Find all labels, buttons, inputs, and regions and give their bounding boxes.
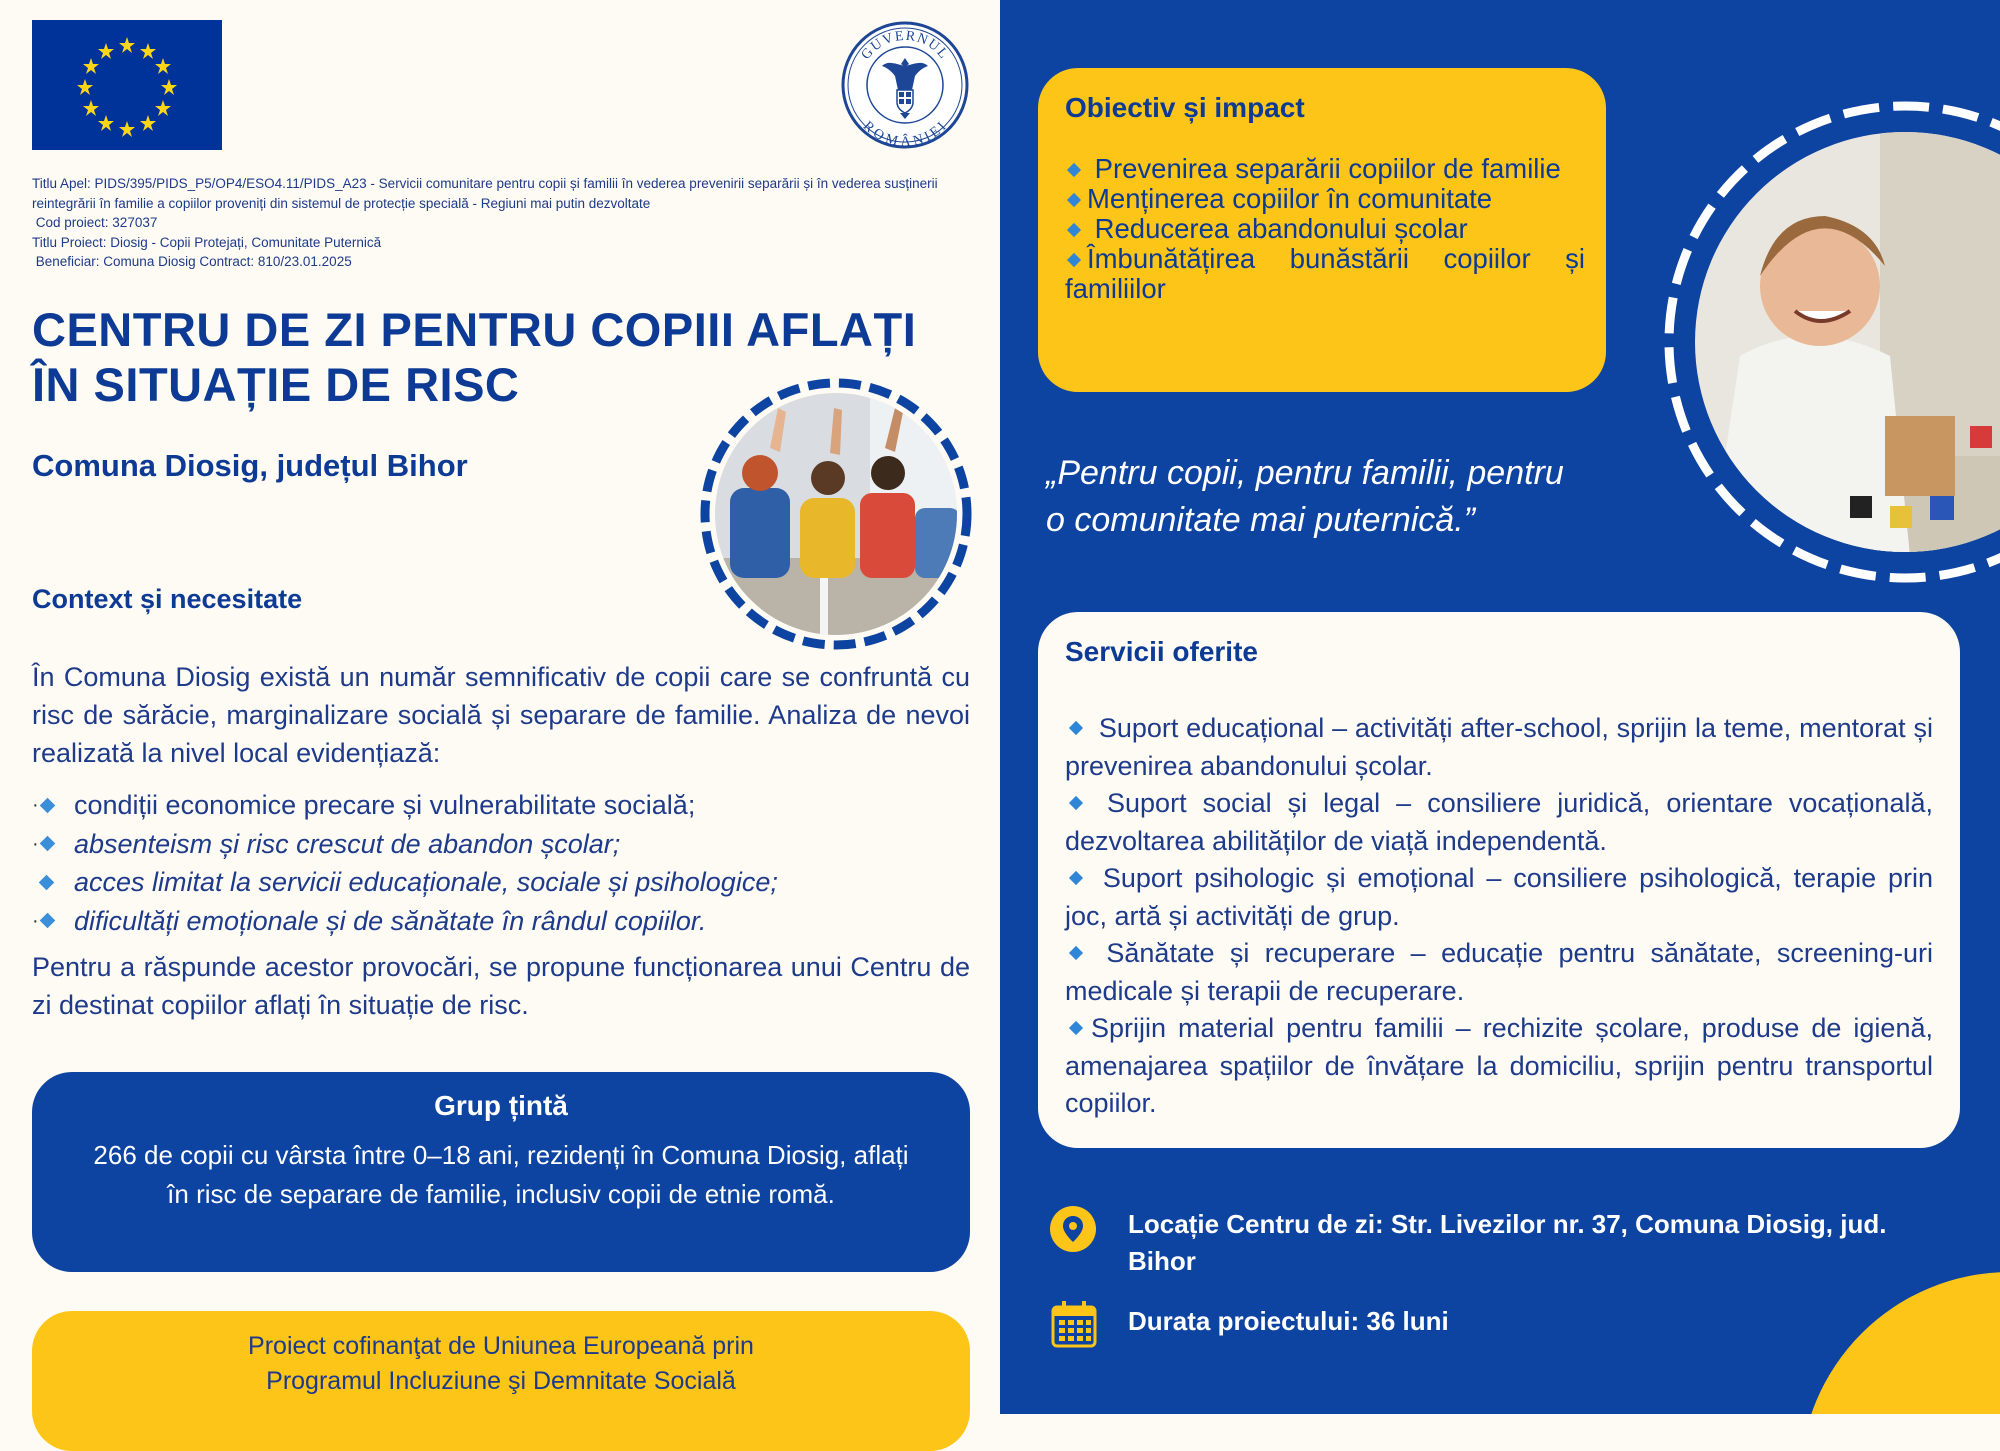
list-item: Suport social și legal – consiliere juridică, orientare vocațională, dezvoltarea abilităților de viață independentă. [1065,788,1933,856]
page-subtitle: Comuna Diosig, județul Bihor [32,448,468,483]
corner-circle-decoration [1800,1272,2000,1414]
list-item: Sprijin material pentru familii – rechizite școlare, produse de igienă, amenajarea spațiilor de învățare la domiciliu, sprijin pentru transportul copiilor. [1065,1013,1933,1118]
footer-line-1: Proiect cofinanţat de Uniunea Europeană prin [248,1332,754,1360]
bullet-diamond-icon [1069,871,1083,885]
list-item: Menținerea copiilor în comunitate [1065,184,1585,214]
location-text: Locație Centru de zi: Str. Livezilor nr. 37, Comuna Diosig, jud. Bihor [1128,1209,1887,1276]
objective-box [1038,68,1606,392]
bullet-diamond-icon [1067,193,1081,207]
list-item: Suport psihologic și emoțional – consiliere psihologică, terapie prin joc, artă și activități de grup. [1065,863,1933,931]
children-classroom-photo [700,378,972,650]
bullet-diamond-icon [1069,796,1083,810]
boy-playing-photo [1650,96,2000,586]
eu-flag-logo [32,20,222,150]
seal-text-top: GUVERNUL [858,28,952,63]
location-pin-icon [1050,1206,1096,1252]
list-item: Îmbunătățirea bunăstării copiilor și familiilor [1065,243,1585,304]
services-list [1065,710,1933,1123]
motto-quote [1046,450,1646,544]
quote-line-1: „Pentru copii, pentru familii, pentru [1046,454,1564,492]
bullet-diamond-icon: · [32,825,74,864]
meta-titlu-apel: Titlu Apel: PIDS/395/PIDS_P5/OP4/ESO4.11/PIDS_A23 - Servicii comunitare pentru copii și familii în vederea prevenirii separării și în vederea susținerii reintegrării în familie a copiilor proveniți din sistemul de protecție specială - Regiuni mai putin dezvoltate [32,176,942,211]
context-intro: În Comuna Diosig există un număr semnificativ de copii care se confruntă cu risc de sărăcie, marginalizare socială și separare de familie. Analiza de nevoi realizată la nivel local evidențiază: [32,662,970,768]
cofinancing-footer [32,1311,970,1451]
objective-heading: Obiectiv și impact [1065,92,1305,123]
bullet-diamond-icon: · [32,786,74,825]
eu-stars-icon [32,20,222,150]
bullet-diamond-icon [32,863,74,902]
bullet-diamond-icon [1067,223,1081,237]
calendar-icon [1051,1300,1097,1348]
services-heading: Servicii oferite [1065,636,1258,667]
list-item: · dificultăți emoționale și de sănătate în rândul copiilor. [32,902,970,941]
bullet-diamond-icon [1067,253,1081,267]
target-group-heading: Grup țintă [434,1090,568,1121]
bullet-diamond-icon [1067,163,1081,177]
list-item: · condiții economice precare și vulnerabilitate socială; [32,786,970,825]
bullet-diamond-icon [1069,1021,1083,1035]
list-item: Suport educațional – activități after-school, sprijin la teme, mentorat și prevenirea abandonului școlar. [1065,713,1933,781]
romanian-government-seal [840,20,970,150]
meta-beneficiar: Beneficiar: Comuna Diosig Contract: 810/23.01.2025 [32,254,352,269]
list-item: Reducerea abandonului școlar [1065,214,1585,244]
quote-line-2: o comunitate mai puternică.” [1046,501,1475,539]
target-group-text: 266 de copii cu vârsta între 0–18 ani, rezidenți în Comuna Diosig, aflați în risc de separare de familie, inclusiv copii de etnie romă. [93,1140,909,1209]
title-line-2: ÎN SITUAȚIE DE RISC [32,358,520,411]
meta-cod-proiect: Cod proiect: 327037 [32,215,158,230]
bullet-diamond-icon: · [32,902,74,941]
seal-text-bottom: ROMÂNIEI [859,118,951,150]
meta-titlu-proiect: Titlu Proiect: Diosig - Copii Protejați, Comunitate Puternică [32,234,382,250]
bullet-diamond-icon [1069,721,1083,735]
title-line-1: CENTRU DE ZI PENTRU COPIII AFLAȚI [32,303,917,356]
list-item: Prevenirea separării copiilor de familie [1065,154,1585,184]
context-heading: Context și necesitate [32,584,303,614]
services-box [1038,612,1960,1148]
list-item: acces limitat la servicii educaționale, sociale și psihologice; [32,863,970,902]
list-item: · absenteism și risc crescut de abandon școlar; [32,825,970,864]
objective-list [1065,154,1585,304]
list-item: Sănătate și recuperare – educație pentru sănătate, screening-uri medicale și terapii de recuperare. [1065,938,1933,1006]
duration-text: Durata proiectului: 36 luni [1128,1306,1449,1336]
target-group-box [32,1072,970,1272]
context-closing: Pentru a răspunde acestor provocări, se propune funcționarea unui Centru de zi destinat copiilor aflați în situație de risc. [32,952,970,1020]
footer-line-2: Programul Incluziune şi Demnitate Socială [266,1367,736,1395]
bullet-diamond-icon [1069,946,1083,960]
context-bullet-list [32,786,970,940]
project-meta [32,174,972,272]
